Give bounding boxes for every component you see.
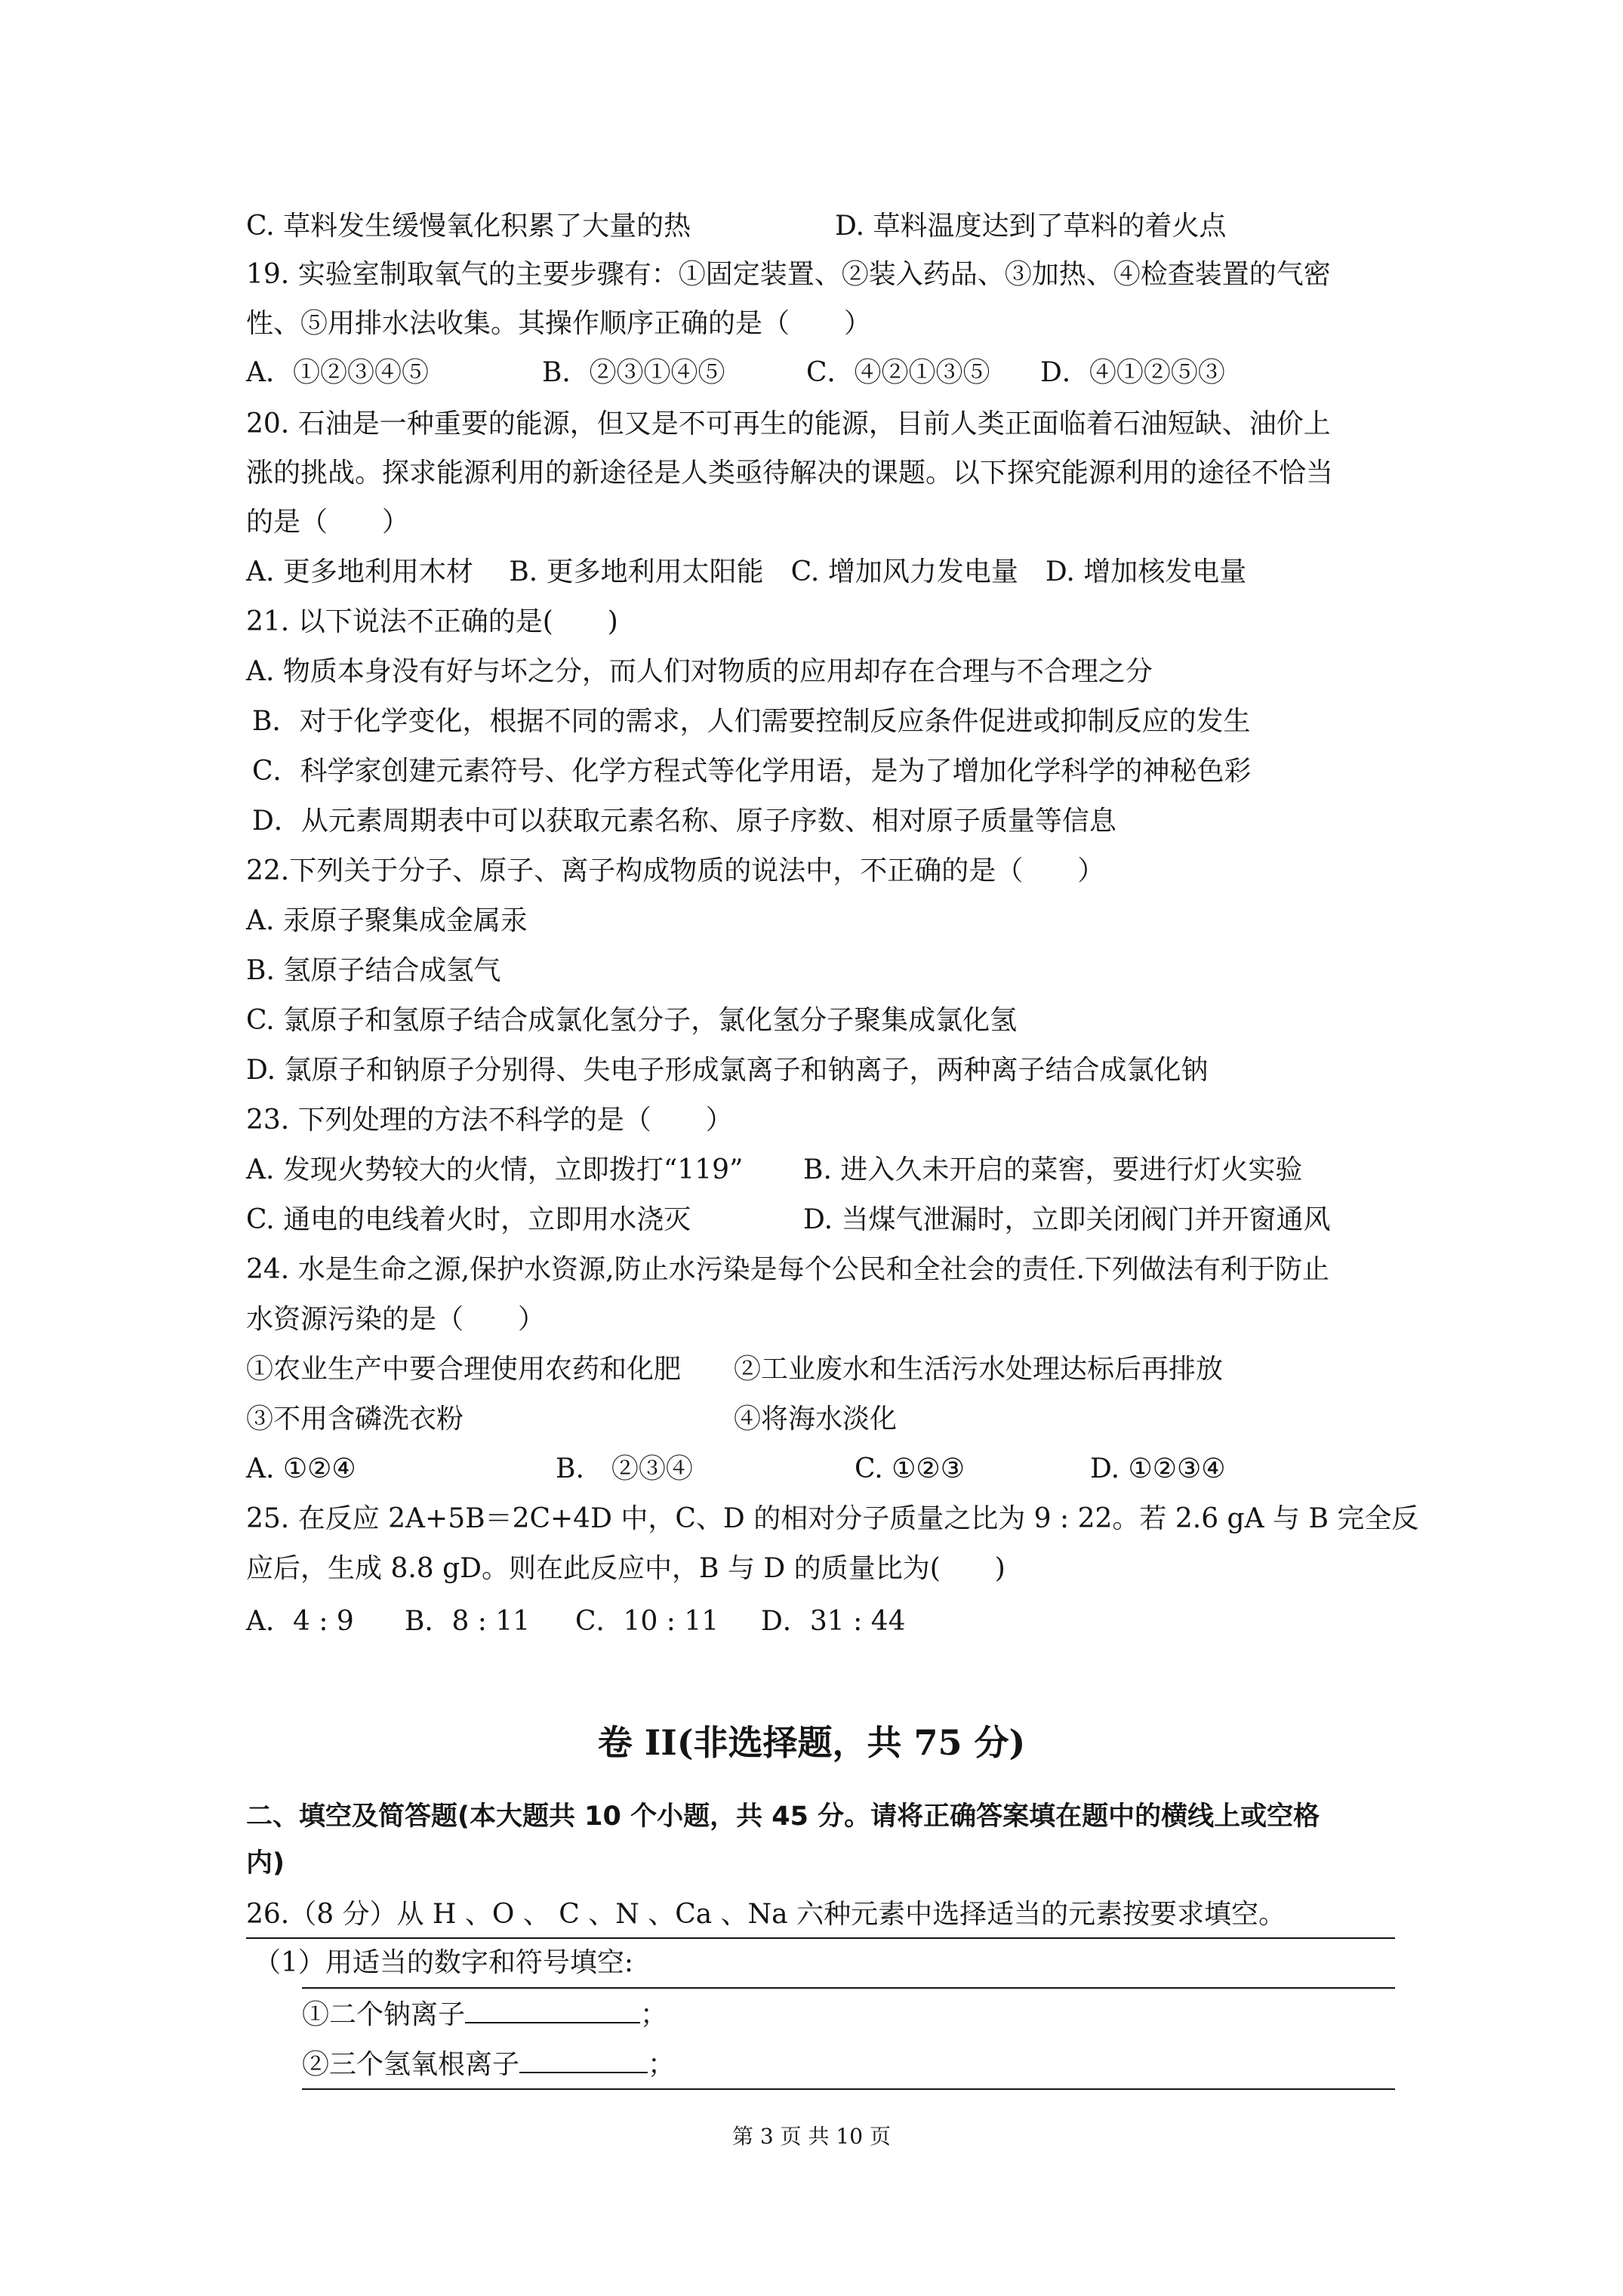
semicolon: ； <box>640 1999 668 2030</box>
divider-line <box>302 2088 1395 2090</box>
q24-stem-line1: 24. 水是生命之源,保护水资源,防止水污染是每个公民和全社会的责任.下列做法有利于防止 <box>246 1254 1330 1285</box>
q22-option-a: A. 汞原子聚集成金属汞 <box>246 905 528 936</box>
section-title: 卷 II(非选择题，共 75 分) <box>597 1722 1026 1763</box>
q26-item-2-row <box>302 2046 675 2083</box>
page-footer: 第 3 页 共 10 页 <box>732 2124 891 2149</box>
answer-blank[interactable] <box>465 1996 640 2023</box>
q19-option-a: A．①②③④⑤ <box>246 357 429 388</box>
q19-option-b: B．②③①④⑤ <box>542 357 725 388</box>
q26-item-1-label: ①二个钠离子 <box>302 1999 466 2030</box>
q23-option-c: C. 通电的电线着火时，立即用水浇灭 <box>246 1204 691 1235</box>
q22-stem: 22.下列关于分子、原子、离子构成物质的说法中，不正确的是（ ） <box>246 855 1105 886</box>
q26-item-1-row <box>302 1996 667 2033</box>
q19-stem-line2: 性、⑤用排水法收集。其操作顺序正确的是（ ） <box>246 308 872 339</box>
q21-option-c: C．科学家创建元素符号、化学方程式等化学用语，是为了增加化学科学的神秘色彩 <box>252 756 1252 787</box>
answer-blank[interactable] <box>519 2046 648 2073</box>
q23-option-a: A. 发现火势较大的火情，立即拨打“119” <box>246 1154 744 1185</box>
q18-option-d: D. 草料温度达到了草料的着火点 <box>835 211 1227 242</box>
q18-option-c: C. 草料发生缓慢氧化积累了大量的热 <box>246 211 691 242</box>
q24-option-b: B. ②③④ <box>556 1453 693 1484</box>
q22-option-c: C. 氯原子和氢原子结合成氯化氢分子，氯化氢分子聚集成氯化氢 <box>246 1005 1018 1036</box>
q25-stem-line2: 应后，生成 8.8 gD。则在此反应中，B 与 D 的质量比为( ) <box>246 1553 1006 1584</box>
q25-option-c: C．10 : 11 <box>575 1606 719 1637</box>
q21-option-b: B．对于化学变化，根据不同的需求，人们需要控制反应条件促进或抑制反应的发生 <box>252 706 1251 737</box>
q24-option-d: D. ①②③④ <box>1090 1453 1226 1484</box>
q25-option-d: D．31 : 44 <box>761 1606 906 1637</box>
q24-item-3: ③不用含磷洗衣粉 <box>246 1404 464 1435</box>
q24-item-2: ②工业废水和生活污水处理达标后再排放 <box>734 1354 1224 1385</box>
q21-option-d: D．从元素周期表中可以获取元素名称、原子序数、相对原子质量等信息 <box>252 806 1116 837</box>
q24-option-c: C. ①②③ <box>855 1453 965 1484</box>
q20-stem-line2: 涨的挑战。探求能源利用的新途径是人类亟待解决的课题。以下探究能源利用的途径不恰当 <box>246 458 1334 488</box>
q23-stem: 23. 下列处理的方法不科学的是（ ） <box>246 1105 733 1136</box>
q24-item-1: ①农业生产中要合理使用农药和化肥 <box>246 1354 682 1385</box>
divider-line <box>246 1937 1395 1939</box>
section-heading-line2: 内) <box>246 1848 285 1878</box>
section-heading-line1: 二、填空及简答题(本大题共 10 个小题，共 45 分。请将正确答案填在题中的横线上或空格 <box>246 1801 1320 1832</box>
q26-stem: 26.（8 分）从 H 、O 、 C 、N 、Ca 、Na 六种元素中选择适当的元素按要求填空。 <box>246 1899 1286 1930</box>
q19-option-c: C．④②①③⑤ <box>806 357 990 388</box>
q23-option-b: B. 进入久未开启的菜窖，要进行灯火实验 <box>803 1154 1303 1185</box>
divider-line <box>302 1987 1395 1989</box>
q26-item-2-label: ②三个氢氧根离子 <box>302 2049 520 2080</box>
q20-stem-line1: 20. 石油是一种重要的能源，但又是不可再生的能源，目前人类正面临着石油短缺、油价上 <box>246 408 1331 439</box>
semicolon: ； <box>648 2049 676 2080</box>
q23-option-d: D. 当煤气泄漏时，立即关闭阀门并开窗通风 <box>803 1204 1331 1235</box>
q21-option-a: A. 物质本身没有好与坏之分，而人们对物质的应用却存在合理与不合理之分 <box>246 656 1153 687</box>
q22-option-b: B. 氢原子结合成氢气 <box>246 955 501 986</box>
q25-option-a: A．4 : 9 <box>246 1606 354 1637</box>
q24-item-4: ④将海水淡化 <box>734 1404 898 1435</box>
q24-option-a: A. ①②④ <box>246 1453 356 1484</box>
q24-stem-line2: 水资源污染的是（ ） <box>246 1304 546 1335</box>
q20-options: A. 更多地利用木材 B. 更多地利用太阳能 C. 增加风力发电量 D. 增加核发电量 <box>246 556 1247 587</box>
q22-option-d: D. 氯原子和钠原子分别得、失电子形成氯离子和钠离子，两种离子结合成氯化钠 <box>246 1055 1209 1086</box>
q25-option-b: B．8 : 11 <box>405 1606 531 1637</box>
q19-stem-line1: 19. 实验室制取氧气的主要步骤有：①固定装置、②装入药品、③加热、④检查装置的气密 <box>246 259 1331 290</box>
q26-subquestion-1: （1）用适当的数字和符号填空: <box>254 1947 634 1978</box>
q20-stem-line3: 的是（ ） <box>246 507 410 538</box>
q19-option-d: D．④①②⑤③ <box>1040 357 1225 388</box>
q21-stem: 21. 以下说法不正确的是( ) <box>246 606 618 637</box>
q25-stem-line1: 25. 在反应 2A+5B＝2C+4D 中，C、D 的相对分子质量之比为 9 : 22。若 2.6 gA 与 B 完全反 <box>246 1503 1419 1534</box>
